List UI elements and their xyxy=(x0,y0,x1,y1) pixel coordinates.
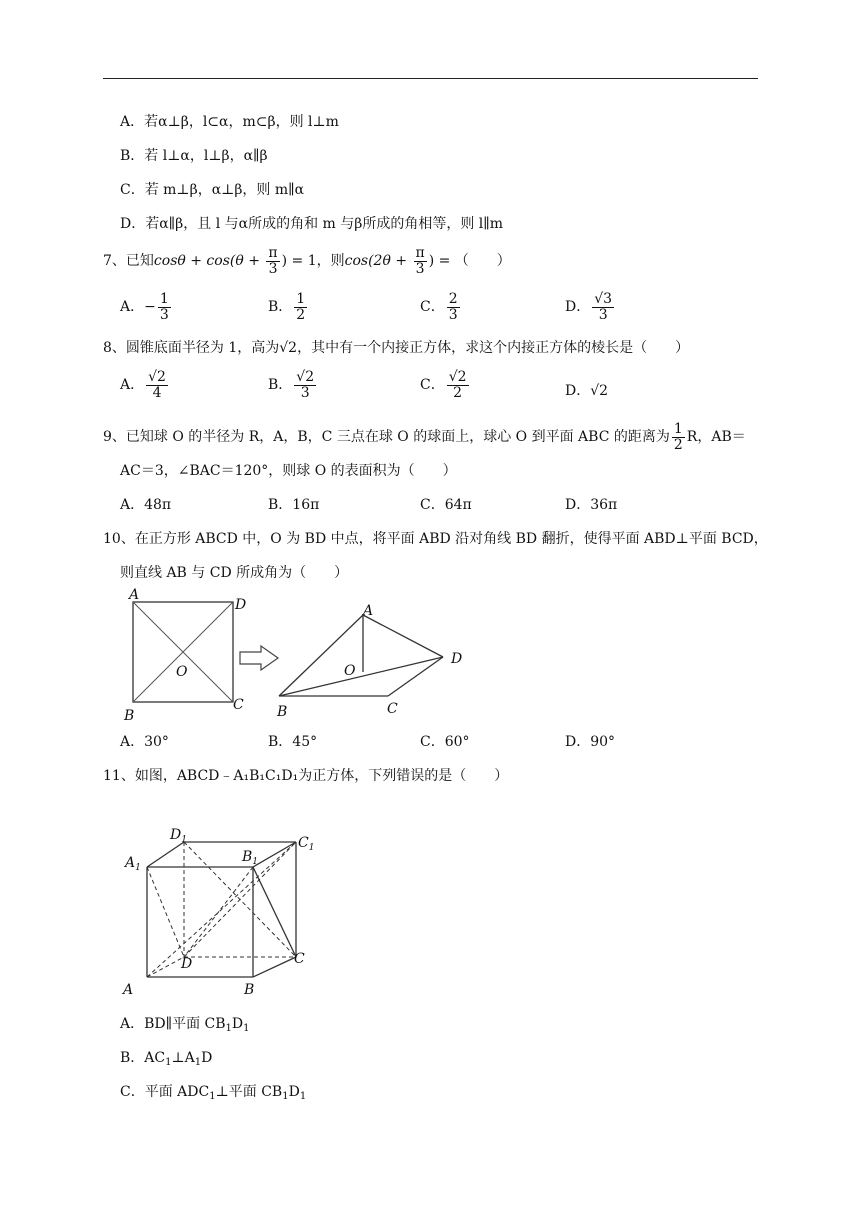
square-label-b: B xyxy=(124,708,135,724)
cube-label-a1: $A_1$ xyxy=(125,855,141,873)
cube-label-a: A xyxy=(123,982,134,998)
q7-pi-over-3: $\frac{\pi}{3}$ xyxy=(268,245,278,277)
fold-edge-ad xyxy=(363,615,443,657)
q9-option-a: A．48π xyxy=(120,497,172,513)
fold-edge-cd xyxy=(388,657,443,696)
q8-option-d: D．√2 xyxy=(565,383,609,399)
q10-option-b: B．45° xyxy=(268,734,318,750)
q6-option-a: A．若α⊥β，l⊂α，m⊂β，则 l⊥m xyxy=(120,114,339,130)
fold-edge-ab xyxy=(279,615,363,696)
q7-eq2-b: ) = （ ） xyxy=(428,253,511,270)
q10-option-d: D．90° xyxy=(565,734,616,750)
fold-edge-bd xyxy=(279,657,443,696)
cube-label-b: B xyxy=(244,982,255,998)
cube-label-d1: $D_1$ xyxy=(170,827,187,845)
q9-option-c: C．64π xyxy=(420,497,472,513)
q10-option-a: A．30° xyxy=(120,734,169,750)
cube-label-c1: $C_1$ xyxy=(298,835,315,853)
q8-option-c: C． $\frac{√2}{2}$ xyxy=(420,369,467,401)
q7-option-b: B． $\frac{1}{2}$ xyxy=(268,291,306,323)
q6-option-c: C．若 m⊥β，α⊥β，则 m∥α xyxy=(120,182,305,198)
q11-option-a: A．BD∥平面 $CB_1D_1$ xyxy=(120,1016,250,1034)
q7-option-a: A．− $\frac{1}{3}$ xyxy=(120,291,169,323)
fold-label-b: B xyxy=(277,704,288,720)
q10-figure xyxy=(118,585,478,725)
q6-option-b: B．若 l⊥α，l⊥β，α∥β xyxy=(120,148,268,164)
header-rule xyxy=(103,78,758,79)
square-label-a: A xyxy=(129,587,140,603)
q8-option-a: A． $\frac{√2}{4}$ xyxy=(120,369,166,401)
fold-label-o: O xyxy=(344,663,356,679)
fold-label-a: A xyxy=(363,603,374,619)
q7-stem xyxy=(103,246,511,276)
q11-stem: 11、如图，ABCD﹣A₁B₁C₁D₁为正方体，下列错误的是（ ） xyxy=(103,768,509,784)
cube-label-d: D xyxy=(181,956,193,972)
square-label-o: O xyxy=(176,664,188,680)
square-label-c: C xyxy=(233,697,244,713)
q9-line2: AC＝3，∠BAC＝120°，则球 O 的表面积为（ ） xyxy=(120,463,457,479)
q11-option-c: C．平面 $ADC_1\perp$平面 $CB_1D_1$ xyxy=(120,1084,307,1102)
q8-option-b: B． $\frac{√2}{3}$ xyxy=(268,369,315,401)
fold-label-c: C xyxy=(387,701,398,717)
q7-option-d: D． $\frac{√3}{3}$ xyxy=(565,291,613,323)
q10-line2: 则直线 AB 与 CD 所成角为（ ） xyxy=(120,565,349,581)
cube-label-c: C xyxy=(294,951,305,967)
fold-label-d: D xyxy=(451,651,463,667)
q10-line1: 10、在正方形 ABCD 中，O 为 BD 中点，将平面 ABD 沿对角线 BD 翻折，使得平面 ABD⊥平面 BCD， xyxy=(103,531,768,547)
q7-prefix: 7、已知 xyxy=(103,253,154,270)
square-label-d: D xyxy=(235,597,247,613)
q9-option-d: D．36π xyxy=(565,497,618,513)
q11-option-b: B．$AC_1\perp A_1D$ xyxy=(120,1050,213,1068)
q7-eq1-b: ) = 1，则 xyxy=(281,253,345,270)
q7-pi-over-3-b: $\frac{\pi}{3}$ xyxy=(415,245,425,277)
q11-cube-figure xyxy=(118,825,328,1000)
q7-eq2-a: cos(2θ + xyxy=(344,253,412,270)
q6-option-d: D．若α∥β，且 l 与α所成的角和 m 与β所成的角相等，则 l∥m xyxy=(120,216,504,232)
q7-option-c: C． $\frac{2}{3}$ xyxy=(420,291,458,323)
q8-stem: 8、圆锥底面半径为 1，高为√2，其中有一个内接正方体，求这个内接正方体的棱长是（ ） xyxy=(103,340,690,356)
q9-option-b: B．16π xyxy=(268,497,320,513)
arrow-icon xyxy=(240,646,278,670)
cube-label-b1: $B_1$ xyxy=(242,849,259,867)
q9-line1: 9、已知球 O 的半径为 R，A，B，C 三点在球 O 的球面上，球心 O 到平面 ABC 的距离为 $\frac{1}{2}$ R，AB＝ xyxy=(103,421,746,453)
q10-option-c: C．60° xyxy=(420,734,470,750)
q7-eq1-a: cosθ + cos(θ + xyxy=(153,253,265,270)
